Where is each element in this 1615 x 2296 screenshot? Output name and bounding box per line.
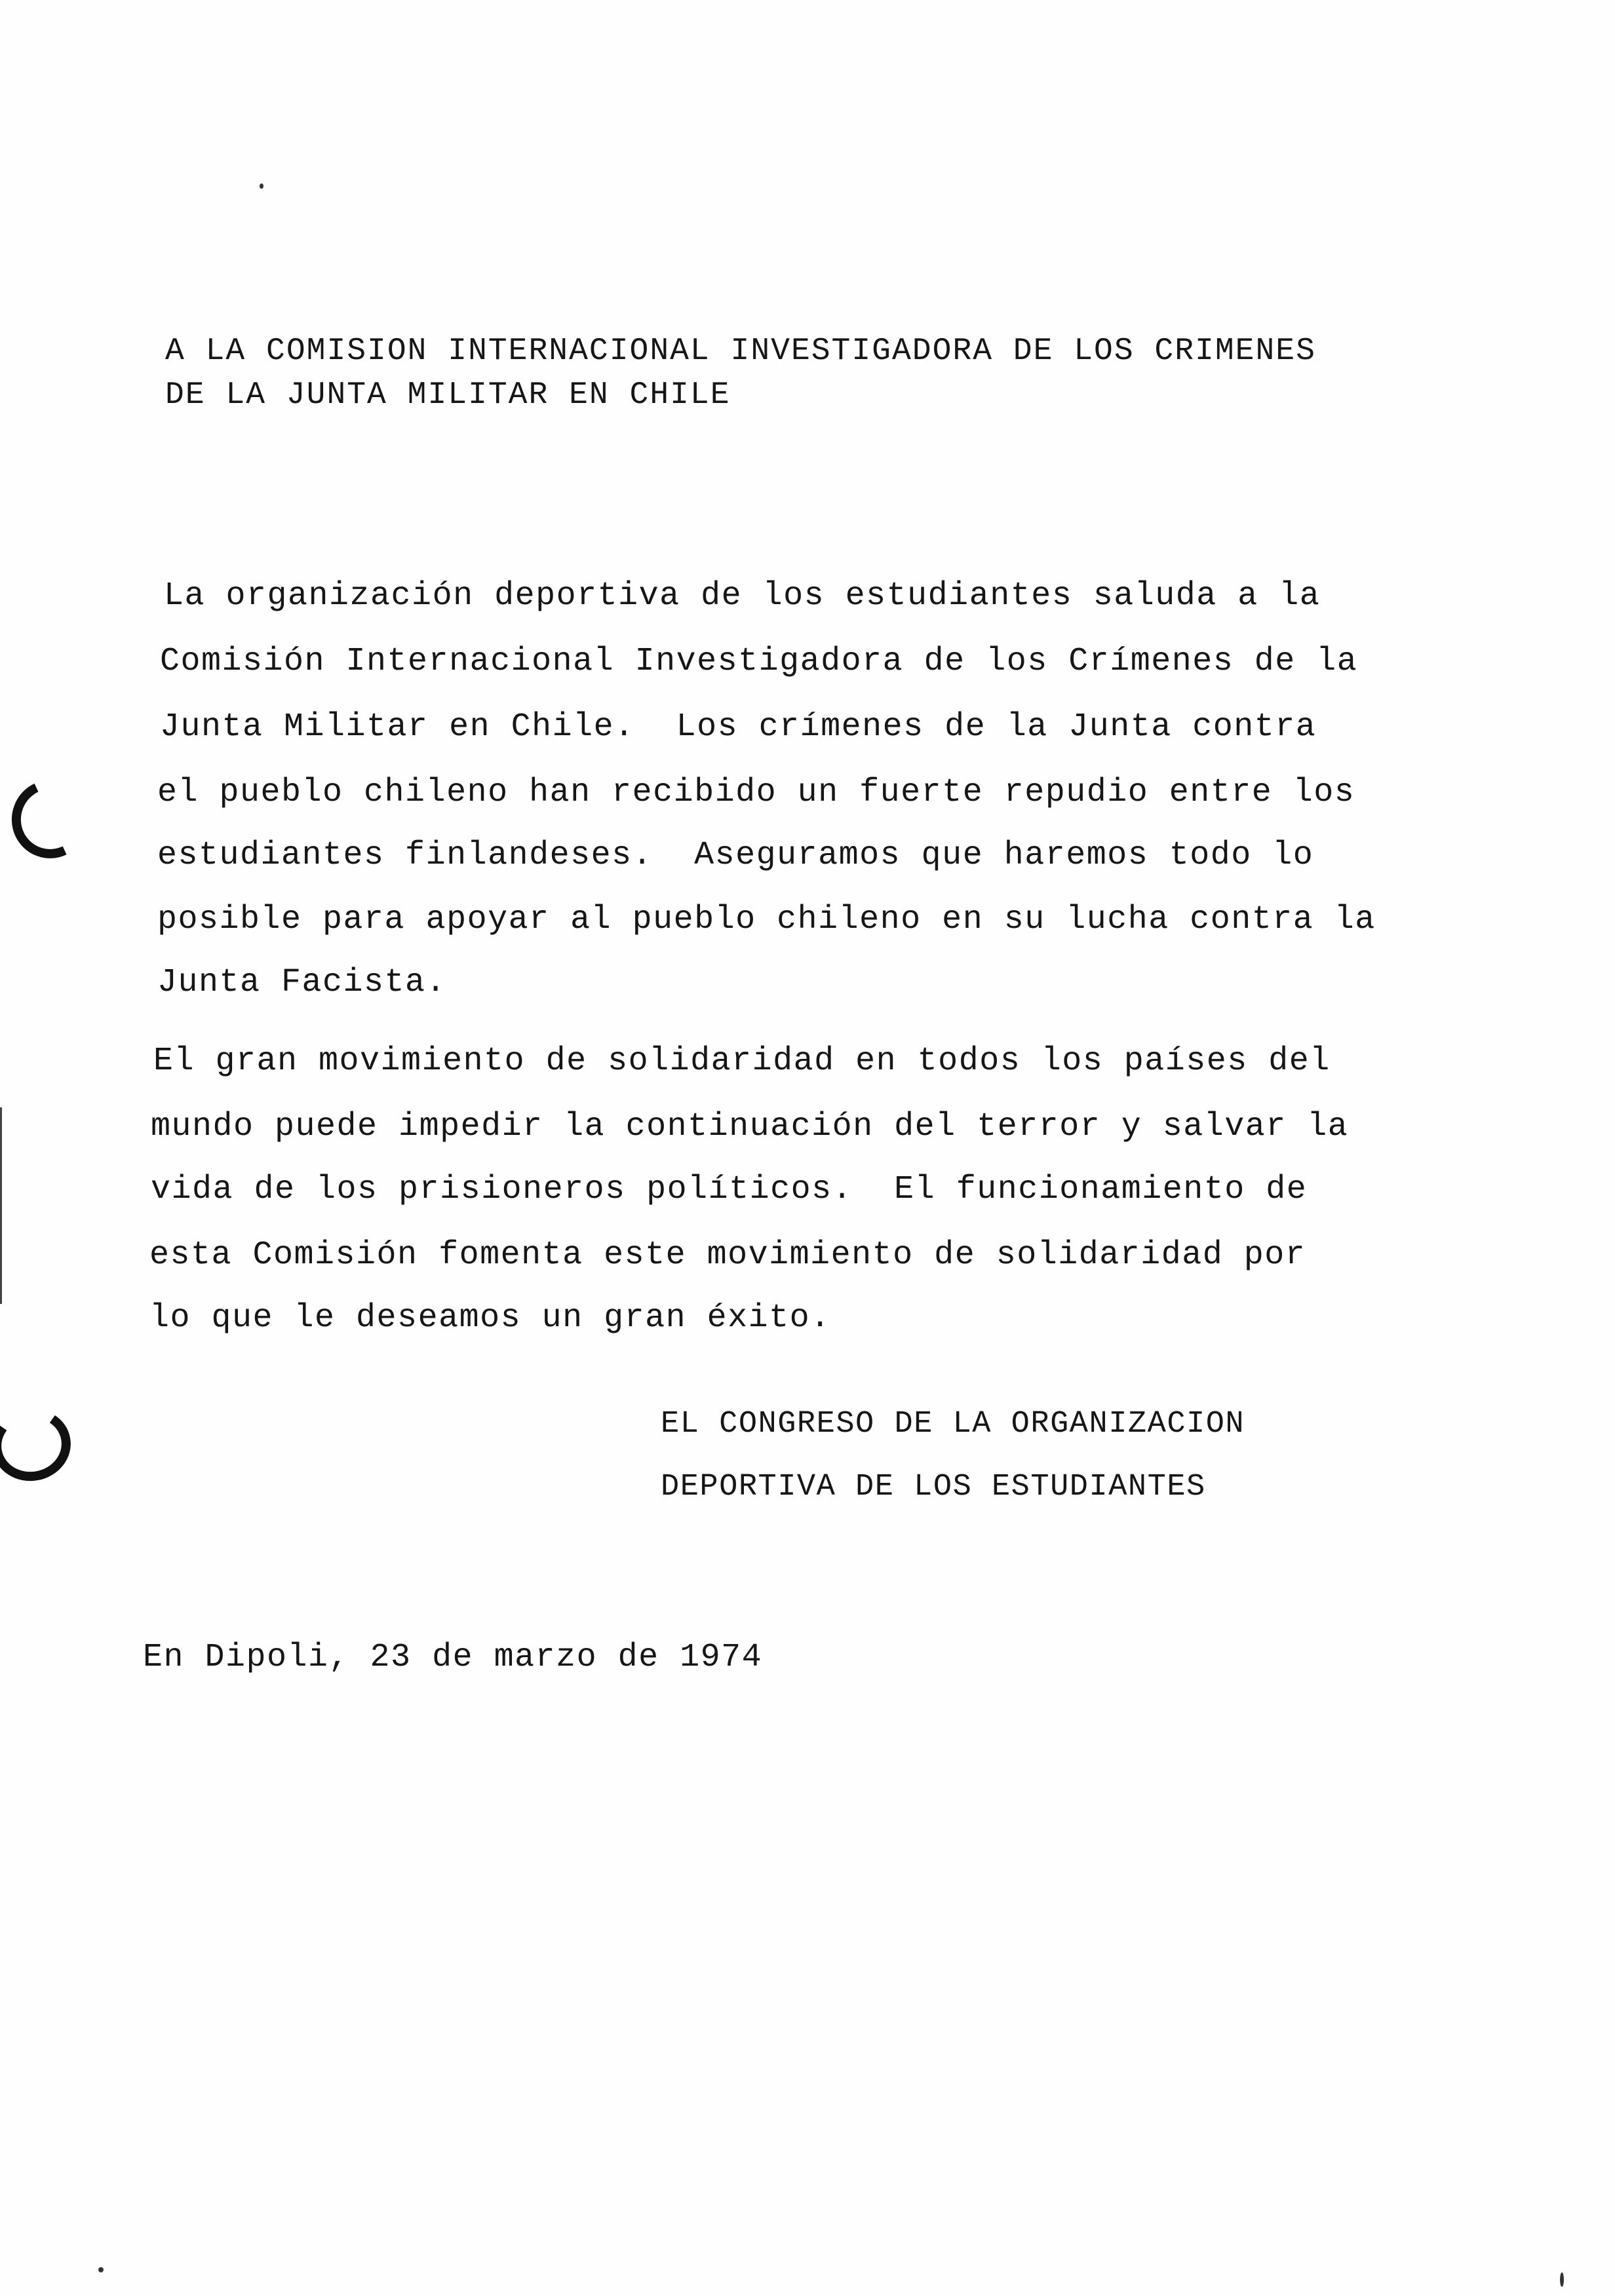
hole-punch-mark-bottom <box>0 1402 77 1487</box>
paragraph-2-line: mundo puede impedir la continuación del terror y salvar la <box>151 1108 1349 1145</box>
heading-line-2: DE LA JUNTA MILITAR EN CHILE <box>165 377 731 413</box>
paragraph-1-line: Junta Militar en Chile. Los crímenes de la Junta contra <box>160 708 1317 746</box>
paragraph-1-line: el pueblo chileno han recibido un fuerte repudio entre los <box>157 774 1355 811</box>
scan-speck <box>1560 2272 1564 2287</box>
signature-line-2: DEPORTIVA DE LOS ESTUDIANTES <box>661 1470 1206 1504</box>
place-date: En Dipoli, 23 de marzo de 1974 <box>143 1639 763 1676</box>
paragraph-2-line: esta Comisión fomenta este movimiento de solidaridad por <box>149 1236 1306 1274</box>
signature-line-1: EL CONGRESO DE LA ORGANIZACION <box>661 1407 1245 1442</box>
scan-edge-line <box>0 1107 2 1304</box>
paragraph-2-line: lo que le deseamos un gran éxito. <box>149 1299 831 1337</box>
paragraph-1-line: estudiantes finlandeses. Aseguramos que haremos todo lo <box>157 837 1314 874</box>
scan-speck <box>260 183 263 189</box>
paragraph-1-line: Comisión Internacional Investigadora de los Crímenes de la <box>160 643 1358 680</box>
paragraph-2-line: El gran movimiento de solidaridad en todos los países del <box>153 1043 1331 1080</box>
paragraph-1-line: Junta Facista. <box>157 964 447 1001</box>
paragraph-2-line: vida de los prisioneros políticos. El funcionamiento de <box>151 1171 1308 1208</box>
scan-speck <box>98 2267 104 2272</box>
heading-line-1: A LA COMISION INTERNACIONAL INVESTIGADORA DE LOS CRIMENES <box>165 334 1316 369</box>
paragraph-1-line: La organización deportiva de los estudiantes saluda a la <box>164 577 1321 615</box>
hole-punch-mark-top <box>1 769 100 869</box>
paragraph-1-line: posible para apoyar al pueblo chileno en su lucha contra la <box>157 901 1376 938</box>
